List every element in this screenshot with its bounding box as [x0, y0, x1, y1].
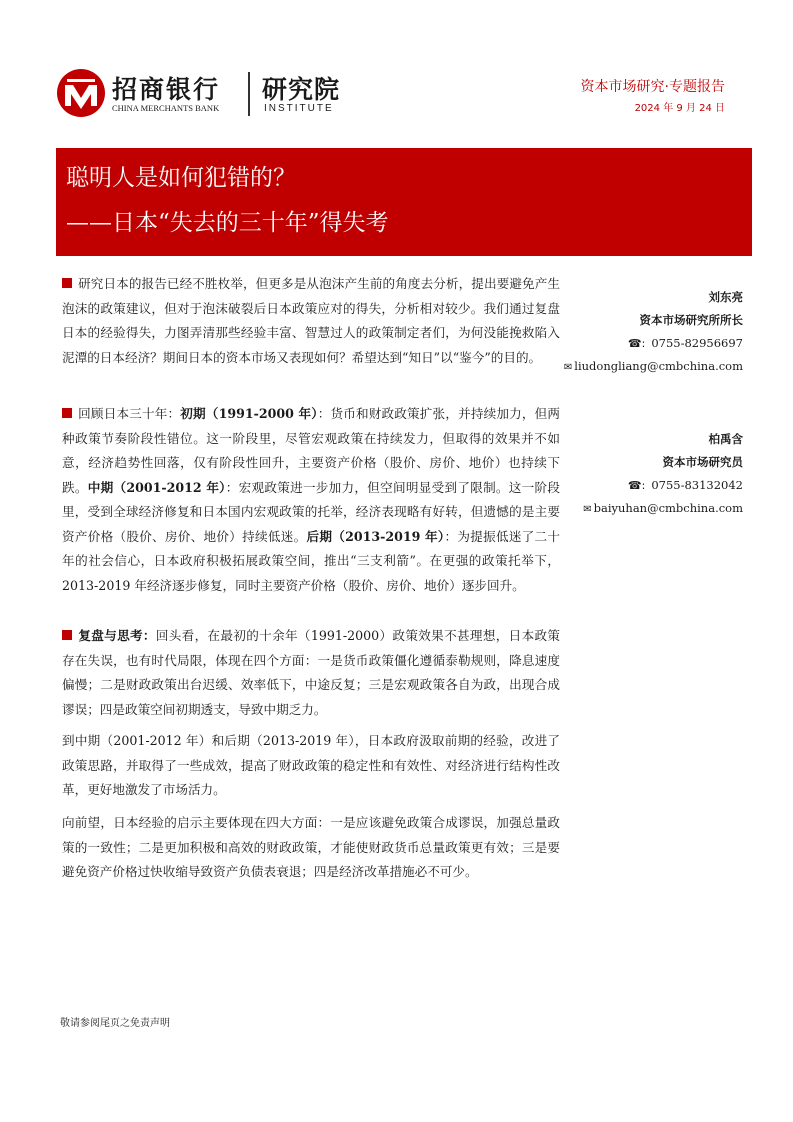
cmb-logo-icon [56, 68, 106, 118]
bank-name-en: CHINA MERCHANTS BANK [112, 103, 220, 113]
bullet-square-icon [62, 408, 72, 418]
author-email-row [564, 355, 743, 379]
author-email[interactable]: baiyuhan@cmbchina.com [593, 501, 743, 515]
bullet-square-icon [62, 278, 72, 288]
institute-name-cn: 研究院 [262, 75, 341, 104]
early-period-label: 初期（1991-2000 年） [180, 406, 318, 421]
report-date: 2024 年 9 月 24 日 [634, 103, 725, 114]
author-name: 刘东亮 [708, 290, 743, 304]
footer-disclaimer: 敬请参阅尾页之免责声明 [60, 1018, 170, 1029]
author-title: 资本市场研究所所长 [639, 313, 743, 327]
title-banner [56, 148, 752, 256]
report-title: 聪明人是如何犯错的？ [66, 165, 296, 191]
author-card [564, 286, 743, 379]
early-period-text: ：货币和财政政策扩张，并持续加力，但两种政策节奏阶段性错位。这一阶段里，尽管宏观政策在持续发力，但取得的效果并不如意，经济趋势性回落，仅有阶段性回升，主要资产价格（股价、房价、地价）也持续下跌。 [62, 406, 561, 495]
author-title: 资本市场研究员 [662, 455, 743, 469]
summary-paragraph-review [62, 402, 560, 598]
header-divider [248, 72, 250, 116]
report-type: 资本市场研究·专题报告 [580, 79, 725, 95]
summary-paragraph-reflection [62, 624, 560, 722]
reflection-text: 回头看，在最初的十余年（1991-2000）政策效果不甚理想，日本政策存在失误，也有时代局限，体现在四个方面：一是货币政策僵化遵循泰勒规则，降息速度偏慢；二是财政政策出台迟缓、效率低下，中途反复；三是宏观政策各自为政，出现合成谬误；四是政策空间初期透支，导致中期乏力。 [62, 628, 561, 717]
institute-name-en: INSTITUTE [264, 103, 334, 114]
author-name: 柏禹含 [708, 432, 743, 446]
bank-name-cn: 招商银行 [112, 75, 221, 104]
late-period-label: 后期（2013-2019 年） [306, 528, 445, 544]
bullet-square-icon [62, 630, 72, 640]
intro-text: 研究日本的报告已经不胜枚举，但更多是从泡沫产生前的角度去分析，提出要避免产生泡沫的政策建议，但对于泡沫破裂后日本政策应对的得失，分析相对较少。我们通过复盘日本的经验得失，力图弄清那些经验丰富、智慧过人的政策制定者们，为何没能挽救陷入泥潭的日本经济？期间日本的资本市场又表现如何？希望达到“知日”以“鉴今”的目的。 [62, 276, 560, 365]
report-subtitle: ——日本“失去的三十年”得失考 [66, 210, 389, 236]
mid-period-text: ：宏观政策进一步加力，但空间明显受到了限制。这一阶段里，受到全球经济修复和日本国内宏观政策的托举，经济表现略有好转，但遗憾的是主要资产价格（股价、房价、地价）持续低迷。 [62, 479, 560, 544]
author-email-row [583, 497, 743, 521]
phone-icon: ☎: [627, 337, 646, 350]
author-phone-row [583, 474, 743, 497]
review-intro: 回顾日本三十年： [78, 406, 181, 421]
author-card [583, 428, 743, 521]
author-phone-row [564, 332, 743, 355]
reflection-label: 复盘与思考： [78, 628, 156, 643]
author-phone: 0755-82956697 [651, 336, 743, 350]
author-email[interactable]: liudongliang@cmbchina.com [574, 359, 743, 373]
summary-paragraph-intro [62, 272, 560, 370]
mid-period-label: 中期（2001-2012 年） [87, 479, 226, 495]
summary-paragraph-later: 到中期（2001-2012 年）和后期（2013-2019 年），日本政府汲取前期的经验，改进了政策思路，并取得了一些成效，提高了财政政策的稳定性和有效性、对经济进行结构性改革，更好地激发了市场活力。 [62, 733, 560, 797]
email-icon: ✉ [563, 362, 573, 373]
email-icon: ✉ [583, 504, 592, 515]
phone-icon: ☎: [627, 479, 646, 492]
summary-paragraph-outlook: 向前望，日本经验的启示主要体现在四大方面：一是应该避免政策合成谬误，加强总量政策的一致性；二是更加积极和高效的财政政策，才能使财政货币总量政策更有效；三是要避免资产价格过快收缩导致资产负债表衰退；四是经济改革措施必不可少。 [62, 815, 560, 879]
author-phone: 0755-83132042 [651, 478, 743, 492]
late-period-text: ：为提振低迷了二十年的社会信心，日本政府积极拓展政策空间，推出“三支利箭”。在更强的政策托举下，2013-2019 年经济逐步修复，同时主要资产价格（股价、房价、地价）逐步回升。 [62, 528, 561, 593]
